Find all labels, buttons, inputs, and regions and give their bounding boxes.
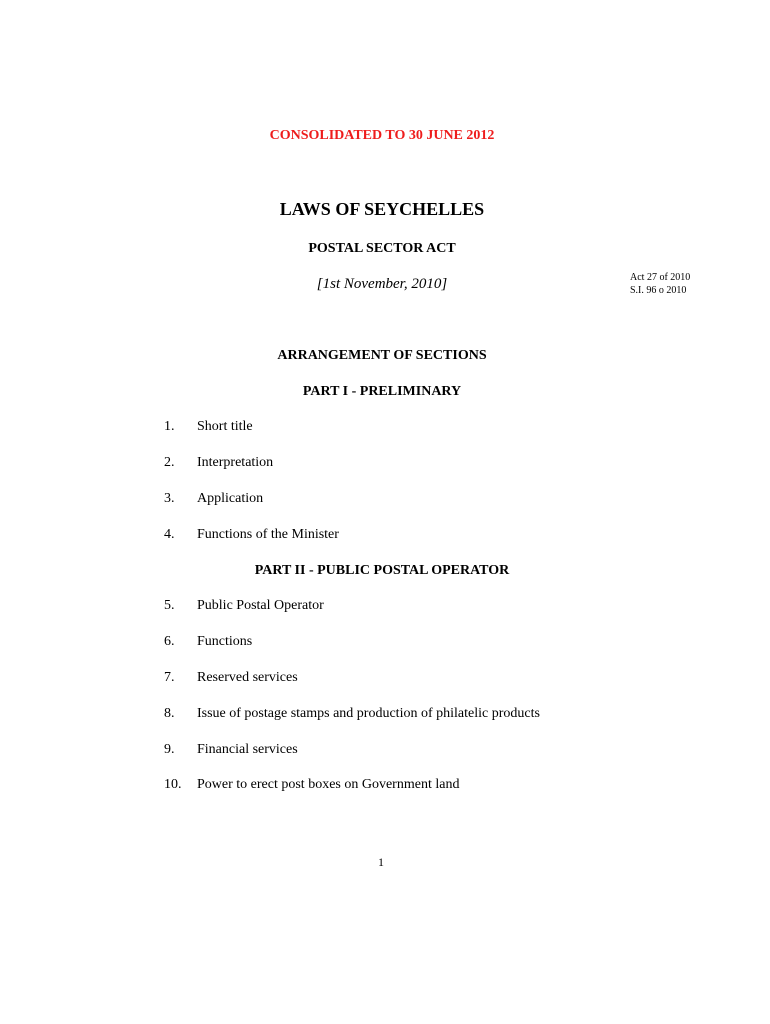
consolidation-notice: CONSOLIDATED TO 30 JUNE 2012 — [269, 128, 495, 143]
section-title: Financial services — [197, 742, 298, 757]
section-number: 9. — [164, 742, 175, 757]
section-title: Public Postal Operator — [197, 598, 324, 613]
laws-title: LAWS OF SEYCHELLES — [279, 199, 485, 219]
section-title: Interpretation — [197, 455, 274, 470]
section-number: 4. — [164, 527, 175, 542]
arrangement-heading: ARRANGEMENT OF SECTIONS — [277, 348, 487, 363]
section-number: 6. — [164, 634, 175, 649]
part-2-heading: PART II - PUBLIC POSTAL OPERATOR — [254, 563, 510, 578]
section-number: 1. — [164, 419, 175, 434]
section-number: 10. — [164, 777, 182, 792]
section-title: Reserved services — [197, 670, 298, 685]
section-title: Functions of the Minister — [197, 527, 339, 542]
section-number: 7. — [164, 670, 175, 685]
act-title: POSTAL SECTOR ACT — [308, 241, 456, 256]
section-title: Short title — [197, 419, 253, 434]
section-title: Power to erect post boxes on Government land — [197, 777, 460, 792]
section-number: 3. — [164, 491, 175, 506]
section-title: Issue of postage stamps and production of philatelic products — [197, 706, 540, 721]
page-number: 1 — [378, 855, 384, 869]
act-commencement-date: [1st November, 2010] — [316, 276, 448, 292]
margin-note-statutory-instrument: S.I. 96 o 2010 — [630, 285, 687, 296]
margin-note-act-number: Act 27 of 2010 — [630, 272, 691, 283]
section-title: Application — [197, 491, 264, 506]
section-number: 2. — [164, 455, 175, 470]
section-number: 8. — [164, 706, 175, 721]
part-1-heading: PART I - PRELIMINARY — [302, 384, 462, 399]
section-number: 5. — [164, 598, 175, 613]
section-title: Functions — [197, 634, 253, 649]
